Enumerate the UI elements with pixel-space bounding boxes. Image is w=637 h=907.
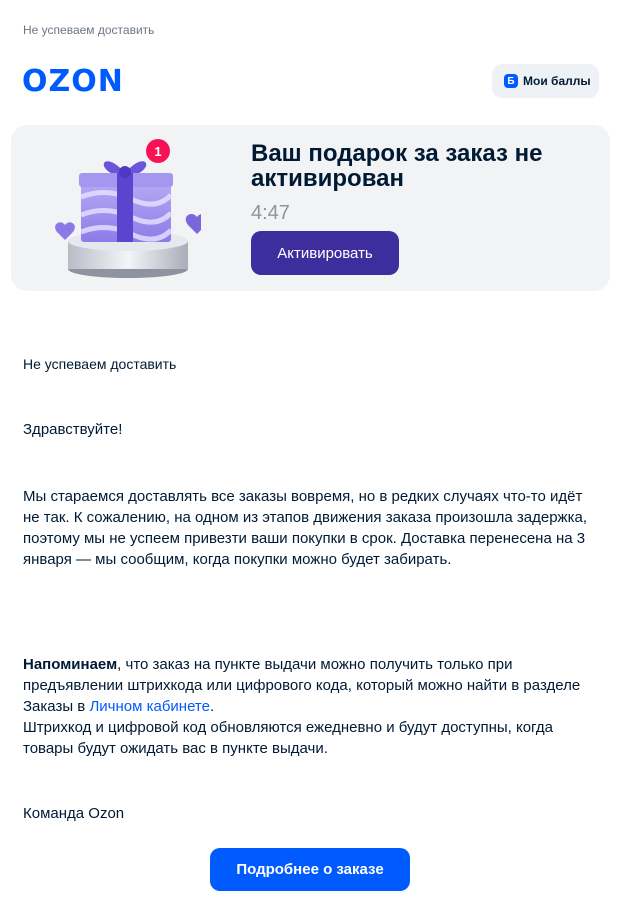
reminder-end: . — [209, 698, 215, 715]
gift-promo-card — [11, 125, 610, 291]
my-points-label: Мои баллы — [523, 74, 591, 88]
gift-box-icon — [51, 137, 201, 282]
gift-timer: 4:47 — [251, 202, 290, 224]
gift-title: Ваш подарок за заказ не активирован — [251, 140, 543, 192]
delay-paragraph: Мы стараемся доставлять все заказы вовремя, но в редких случаях что-то идёт не так. К сожалению, на одном из этапов движения заказа произошла задержка, поэтому мы не успеем привезти ваши покупки в срок. Доставка перенесена на 3 января — мы сообщим, когда покупки можно будет забирать. — [23, 488, 587, 568]
reminder-line-2: Штрихкод и цифровой код обновляются ежедневно и будут доступны, когда товары будут ожидать вас в пункте выдачи. — [23, 719, 553, 757]
reminder-text: , что заказ на пункте выдачи можно получить только при предъявлении штрихкода или цифрового кода, который можно найти в разделе Заказы в — [23, 656, 581, 715]
notification-badge-count: 1 — [154, 144, 162, 159]
signature-text: Команда Ozon — [23, 805, 125, 822]
greeting-text: Здравствуйте! — [23, 421, 123, 438]
points-icon: Б — [504, 74, 518, 88]
preheader-text: Не успеваем доставить — [23, 23, 155, 37]
reminder-bold: Напоминаем — [23, 656, 118, 673]
ozon-logo[interactable]: OZON — [22, 64, 124, 99]
reminder-paragraph — [23, 654, 603, 759]
email-subhead: Не успеваем доставить — [23, 356, 177, 372]
order-details-button[interactable]: Подробнее о заказе — [210, 848, 410, 891]
activate-button[interactable]: Активировать — [251, 231, 399, 275]
personal-account-link[interactable]: Личном кабинете — [89, 698, 210, 715]
my-points-button[interactable] — [492, 64, 599, 98]
